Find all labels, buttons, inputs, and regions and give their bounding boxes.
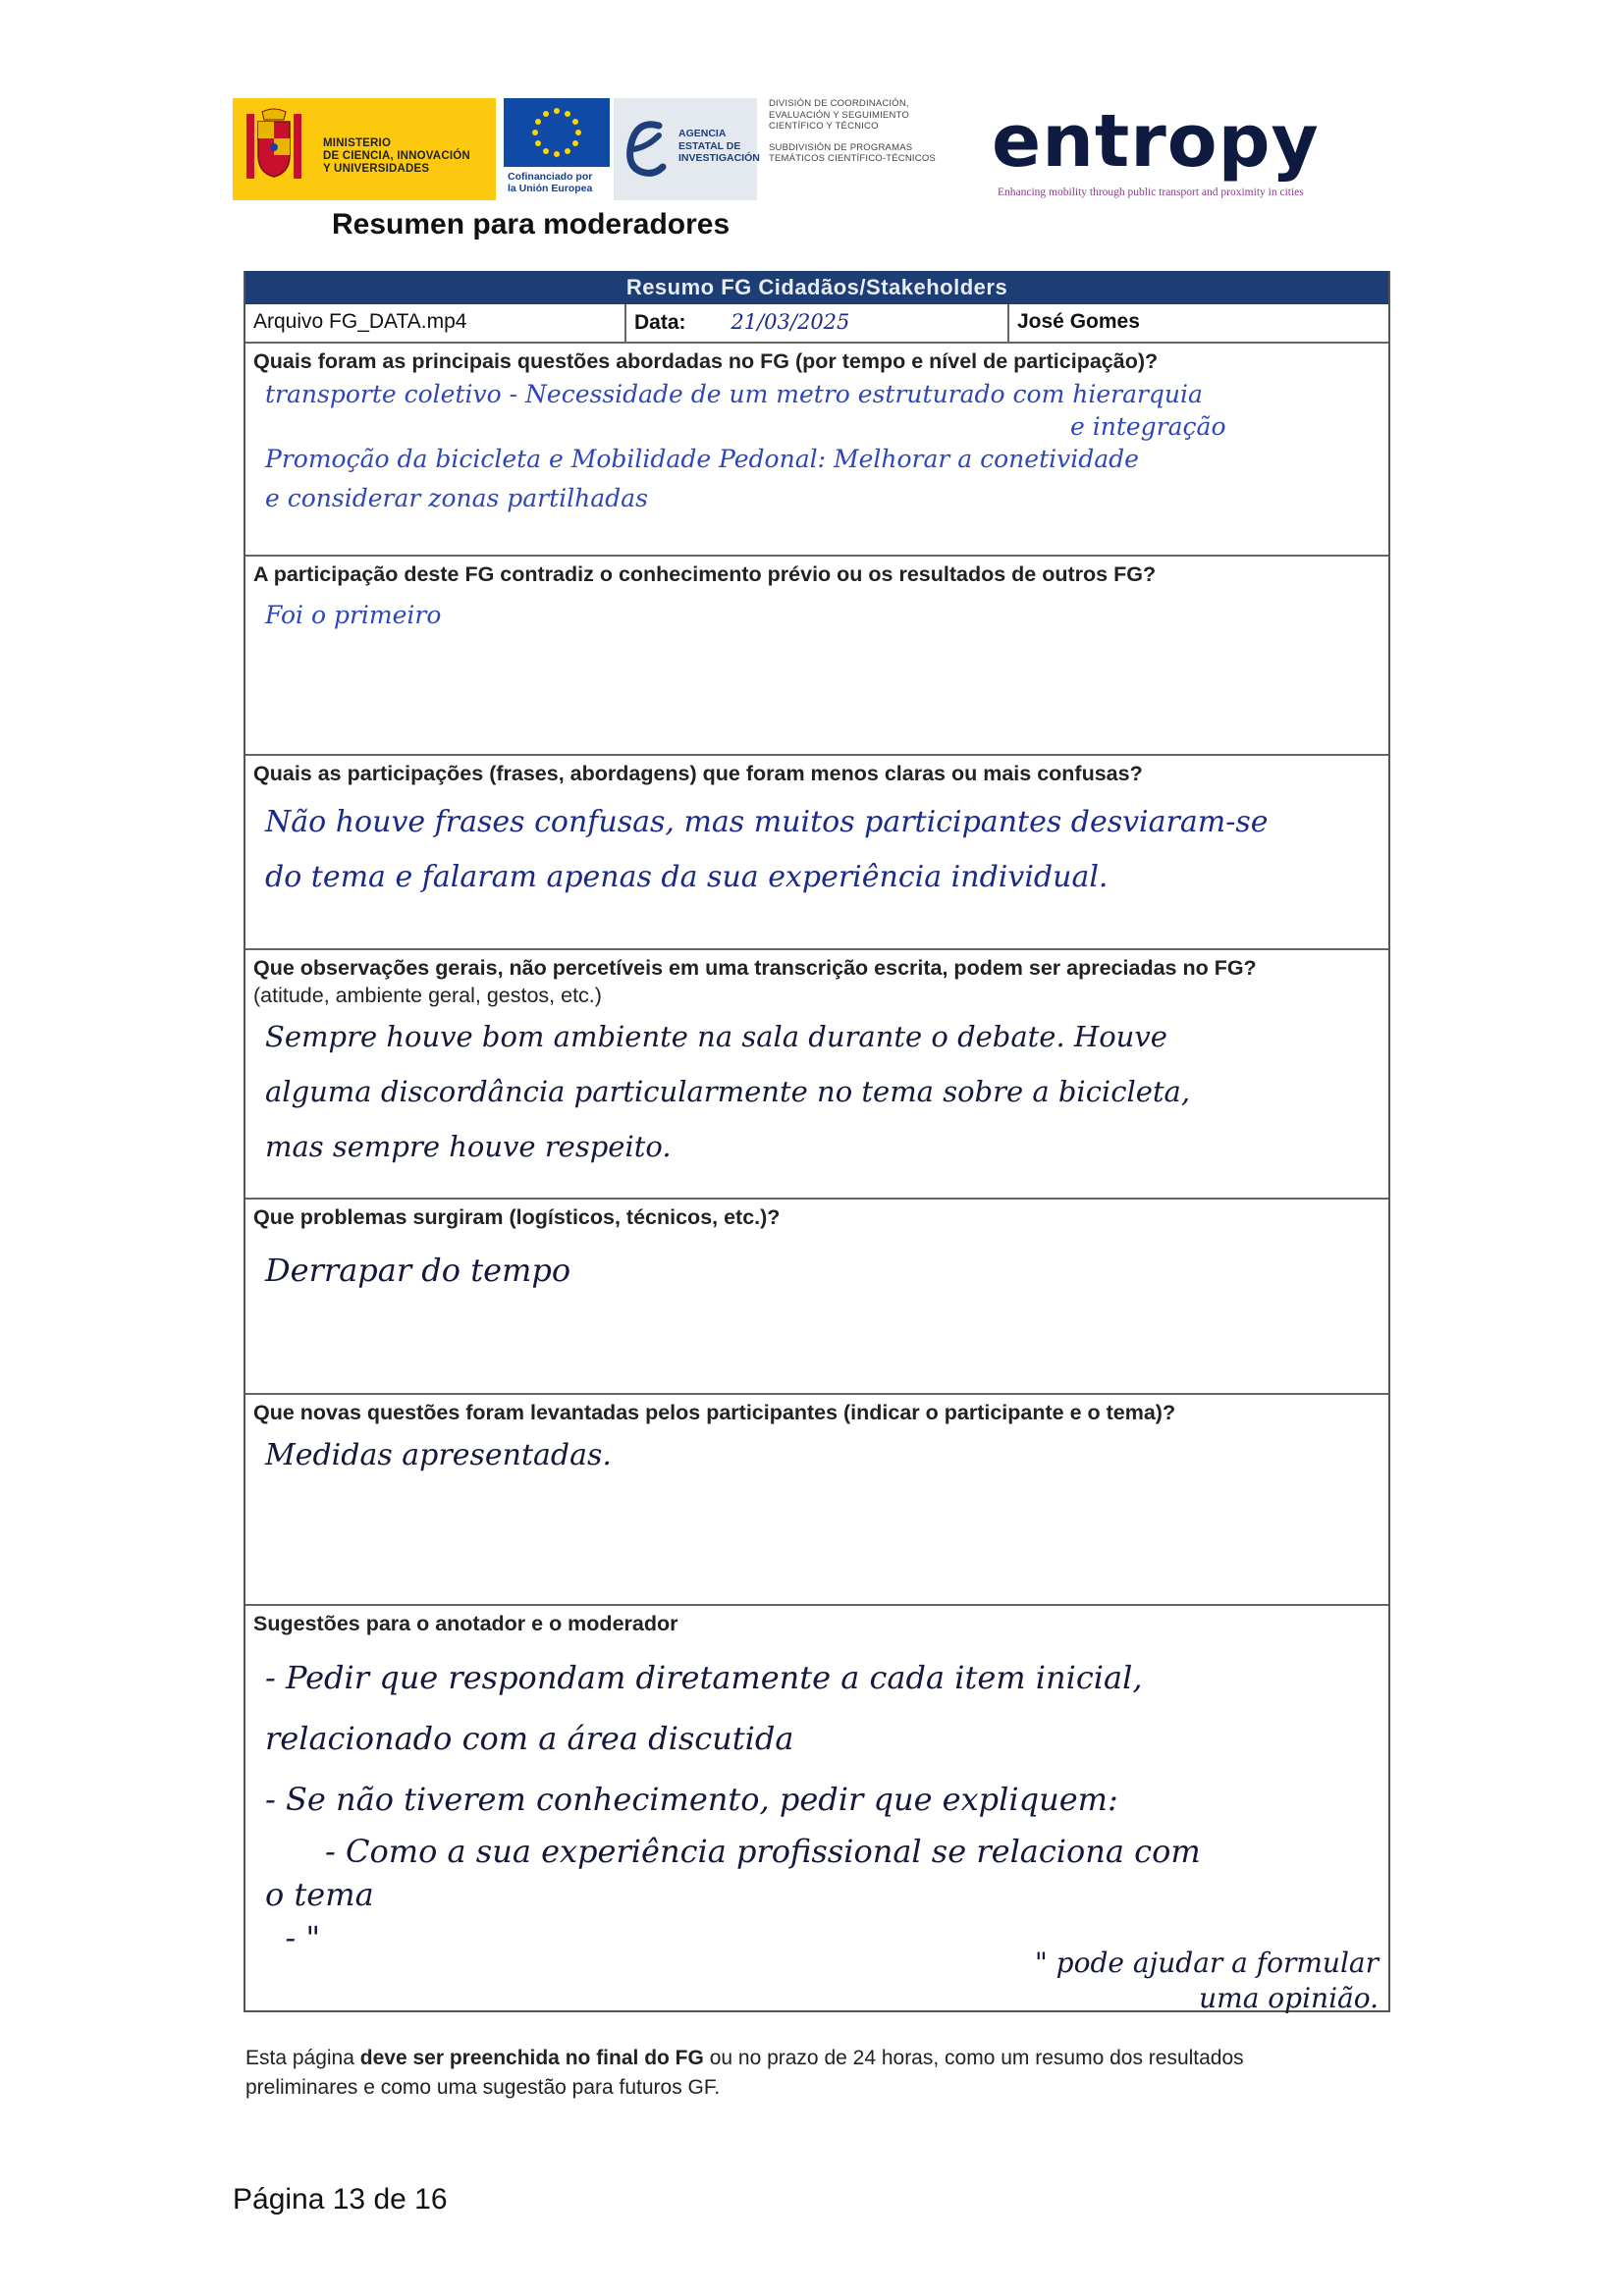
date-value: 21/03/2025 bbox=[731, 310, 850, 334]
answer-line: Foi o primeiro bbox=[265, 601, 442, 629]
form-meta-row bbox=[245, 304, 1388, 344]
handwritten-answer bbox=[265, 1432, 1379, 1479]
ministerio-logo bbox=[233, 98, 496, 200]
answer-line: Sempre houve bom ambiente na sala durante o debate. Houve bbox=[265, 1020, 1167, 1053]
answer-line: - Se não tiverem conhecimento, pedir que expliquem: bbox=[265, 1781, 1118, 1818]
question: Que problemas surgiram (logísticos, técnicos, etc.)? bbox=[253, 1205, 781, 1229]
answer-line: relacionado com a área discutida bbox=[265, 1720, 794, 1757]
answer-line: do tema e falaram apenas da sua experiência individual. bbox=[265, 860, 1109, 894]
moderator-name: José Gomes bbox=[1017, 310, 1140, 333]
handwritten-answer bbox=[265, 1247, 1379, 1294]
spain-coat-of-arms-icon bbox=[243, 108, 305, 190]
division-line: DIVISIÓN DE COORDINACIÓN, EVALUACIÓN Y SEGUIMIENTO CIENTÍFICO Y TÉCNICO bbox=[769, 98, 909, 132]
file-field: Arquivo FG_DATA.mp4 bbox=[245, 304, 626, 342]
entropy-logo bbox=[992, 99, 1365, 204]
answer-line: e considerar zonas partilhadas bbox=[265, 484, 648, 512]
section-contradiction bbox=[245, 557, 1388, 756]
answer-line: " pode ajudar a formular bbox=[1034, 1947, 1379, 1979]
answer-line: o tema bbox=[265, 1876, 374, 1913]
section-unclear-participations bbox=[245, 756, 1388, 950]
question: A participação deste FG contradiz o conhecimento prévio ou os resultados de outros FG? bbox=[253, 562, 1157, 586]
date-label: Data: bbox=[634, 311, 686, 334]
footnote-text: ou no prazo de 24 horas, como um resumo dos resultados preliminares e como uma sugestão para futuros GF. bbox=[245, 2047, 1244, 2099]
question-subtext: (atitude, ambiente geral, gestos, etc.) bbox=[253, 984, 602, 1007]
eu-logo bbox=[504, 98, 610, 200]
aei-e-icon bbox=[620, 106, 671, 188]
eu-text: Cofinanciado por la Unión Europea bbox=[508, 171, 593, 194]
answer-line: - " bbox=[265, 1919, 321, 1956]
answer-line: alguma discordância particularmente no tema sobre a bicicleta, bbox=[265, 1075, 1191, 1108]
answer-line: - Pedir que respondam diretamente a cada item inicial, bbox=[265, 1659, 1143, 1696]
question: Quais foram as principais questões abordadas no FG (por tempo e nível de participação)? bbox=[253, 349, 1159, 373]
entropy-wordmark: entropy bbox=[992, 99, 1320, 184]
subdivision-line: SUBDIVISIÓN DE PROGRAMAS TEMÁTICOS CIENTÍFICO-TÉCNICOS bbox=[769, 141, 936, 164]
question: Que observações gerais, não percetíveis em uma transcrição escrita, podem ser apreciadas no FG? bbox=[253, 956, 1257, 980]
answer-line: Medidas apresentadas. bbox=[265, 1438, 612, 1472]
form-footnote bbox=[245, 2044, 1326, 2103]
section-main-topics bbox=[245, 344, 1388, 557]
question: Sugestões para o anotador e o moderador bbox=[253, 1612, 678, 1635]
funding-logos bbox=[233, 98, 975, 204]
footnote-bold: deve ser preenchida no final do FG bbox=[359, 2047, 704, 2069]
answer-line: Derrapar do tempo bbox=[265, 1252, 571, 1289]
handwritten-answer bbox=[265, 795, 1379, 905]
division-text bbox=[769, 98, 975, 165]
answer-line: Promoção da bicicleta e Mobilidade Pedonal: Melhorar a conetividade bbox=[265, 445, 1139, 473]
answer-line: uma opinião. bbox=[1199, 1982, 1379, 2014]
summary-form bbox=[244, 271, 1390, 2012]
handwritten-answer-right bbox=[1035, 1946, 1379, 2016]
question-sub bbox=[253, 982, 1379, 1009]
answer-line: e integração bbox=[1070, 412, 1226, 441]
section-problems bbox=[245, 1200, 1388, 1395]
ministerio-text: MINISTERIO DE CIENCIA, INNOVACIÓN Y UNIVERSIDADES bbox=[323, 137, 470, 175]
handwritten-answer bbox=[265, 596, 1379, 635]
date-field bbox=[626, 304, 1009, 342]
aei-logo bbox=[614, 98, 760, 200]
section-suggestions bbox=[245, 1606, 1388, 2028]
eu-flag-icon bbox=[504, 98, 610, 167]
aei-text: AGENCIA ESTATAL DE INVESTIGACIÓN bbox=[678, 128, 760, 164]
footnote-text: Esta página bbox=[245, 2047, 360, 2069]
answer-line: transporte coletivo - Necessidade de um metro estruturado com hierarquia bbox=[265, 380, 1203, 408]
page-number: Página 13 de 16 bbox=[233, 2183, 448, 2216]
handwritten-answer bbox=[265, 1647, 1379, 1959]
question: Quais as participações (frases, abordagens) que foram menos claras ou mais confusas? bbox=[253, 762, 1143, 785]
section-general-observations bbox=[245, 950, 1388, 1200]
handwritten-answer bbox=[265, 375, 1379, 518]
handwritten-answer bbox=[265, 1009, 1379, 1174]
form-title: Resumo FG Cidadãos/Stakeholders bbox=[245, 271, 1388, 304]
question: Que novas questões foram levantadas pelos participantes (indicar o participante e o tema)? bbox=[253, 1401, 1176, 1424]
answer-line: Não houve frases confusas, mas muitos participantes desviaram-se bbox=[265, 805, 1269, 839]
document-title: Resumen para moderadores bbox=[332, 208, 731, 240]
answer-line: mas sempre houve respeito. bbox=[265, 1130, 672, 1163]
entropy-tagline: Enhancing mobility through public transport and proximity in cities bbox=[998, 187, 1304, 198]
answer-line: - Como a sua experiência profissional se relaciona com bbox=[265, 1833, 1201, 1870]
section-new-questions bbox=[245, 1395, 1388, 1606]
